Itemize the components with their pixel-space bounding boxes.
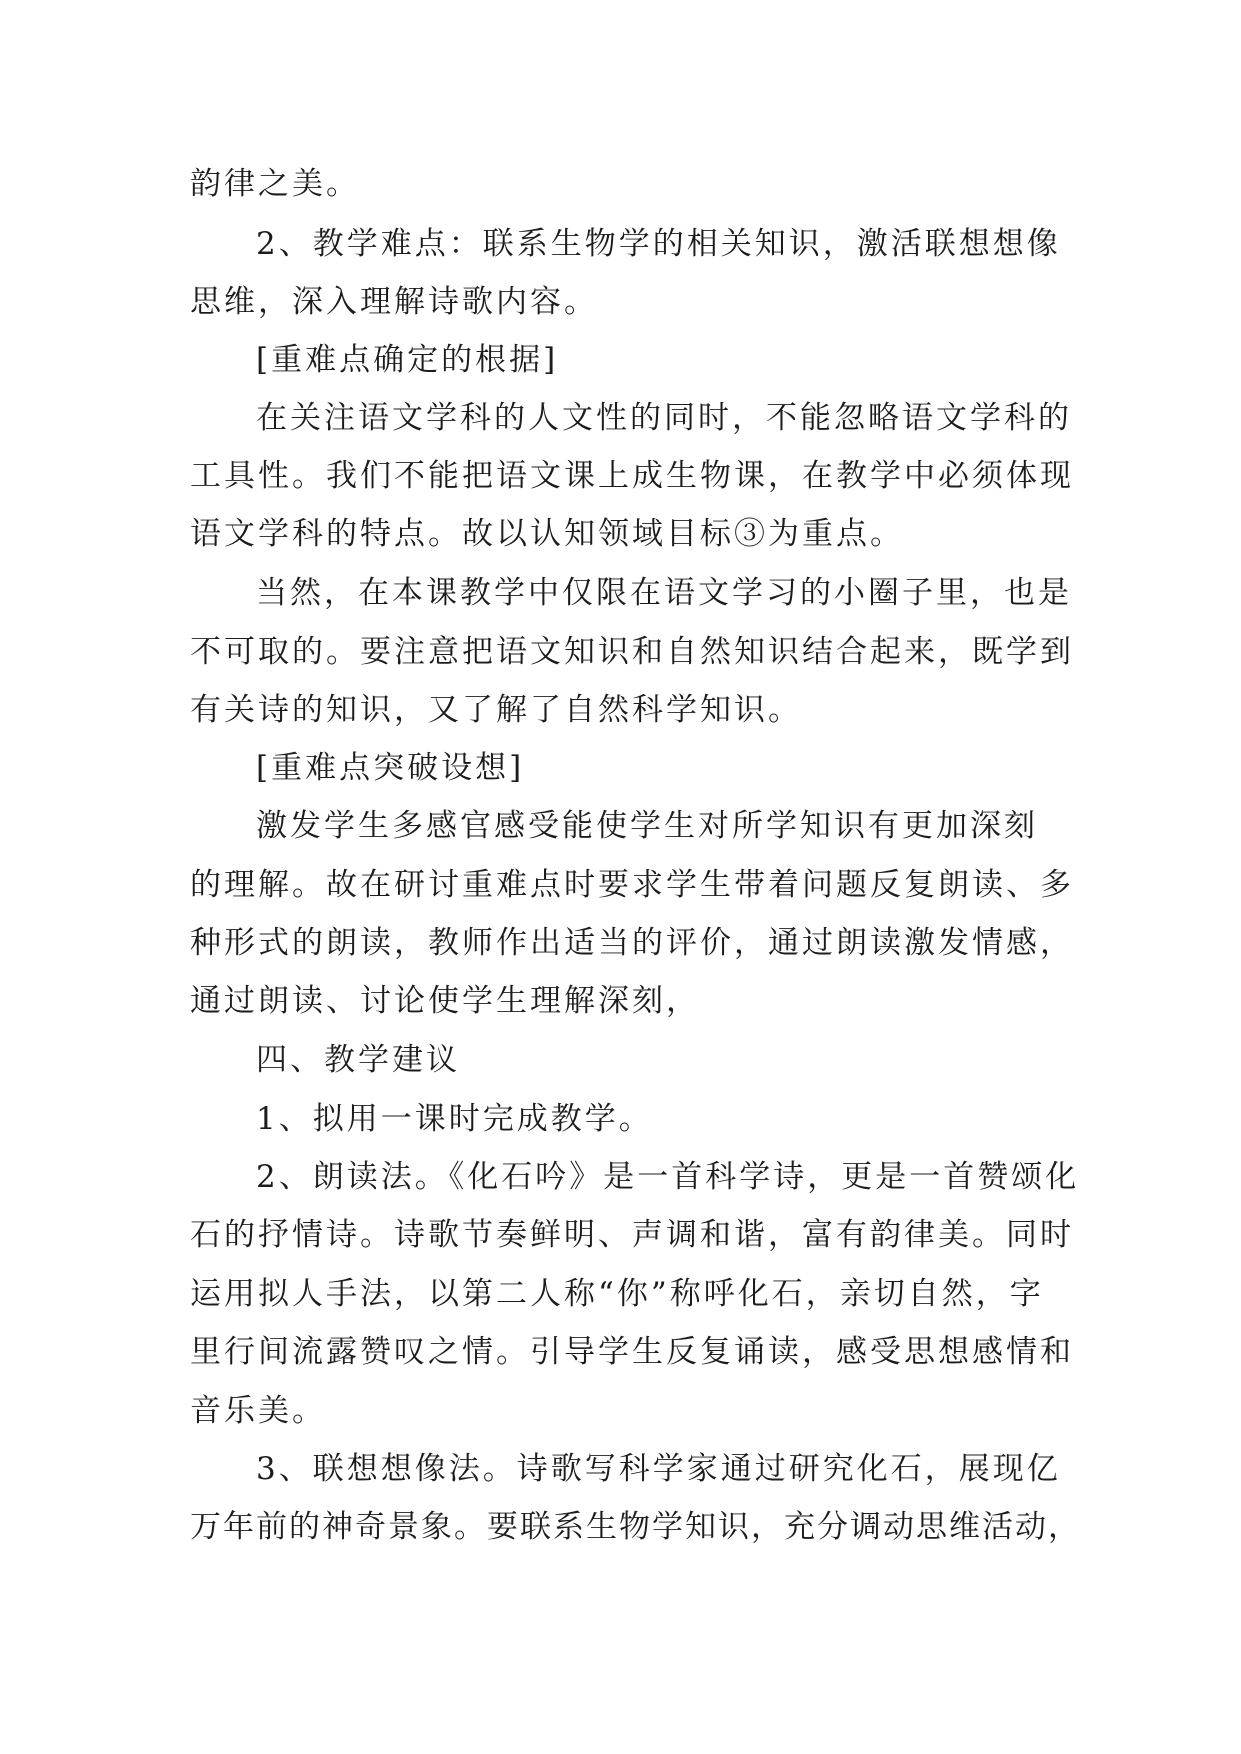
text-line: 石的抒情诗。诗歌节奏鲜明、声调和谐，富有韵律美。同时 bbox=[190, 1217, 1074, 1253]
text-line: 有关诗的知识，又了解了自然科学知识。 bbox=[190, 692, 802, 728]
text-line: 万年前的神奇景象。要联系生物学知识，充分调动思维活动， bbox=[190, 1509, 1081, 1545]
text-line: 激发学生多感官感受能使学生对所学知识有更加深刻 bbox=[256, 808, 1038, 844]
text-line: 语文学科的特点。故以认知领域目标③为重点。 bbox=[190, 516, 904, 552]
text-line: 通过朗读、讨论使学生理解深刻， bbox=[190, 983, 700, 1019]
text-line: 1、拟用一课时完成教学。 bbox=[256, 1101, 653, 1137]
text-line: 音乐美。 bbox=[190, 1393, 326, 1429]
text-line: 思维，深入理解诗歌内容。 bbox=[190, 284, 598, 320]
section-heading: [重难点突破设想] bbox=[256, 750, 525, 786]
text-line: 工具性。我们不能把语文课上成生物课，在教学中必须体现 bbox=[190, 458, 1074, 494]
text-line: 不可取的。要注意把语文知识和自然知识结合起来，既学到 bbox=[190, 634, 1074, 670]
section-heading: [重难点确定的根据] bbox=[256, 342, 559, 378]
text-line: 里行间流露赞叹之情。引导学生反复诵读，感受思想感情和 bbox=[190, 1334, 1074, 1370]
text-line: 运用拟人手法，以第二人称“你”称呼化石，亲切自然，字 bbox=[190, 1276, 1044, 1312]
text-line: 2、教学难点：联系生物学的相关知识，激活联想想像 bbox=[256, 226, 1061, 262]
text-line: 当然，在本课教学中仅限在语文学习的小圈子里，也是 bbox=[256, 575, 1072, 611]
text-line: 3、联想想像法。诗歌写科学家通过研究化石，展现亿 bbox=[256, 1451, 1061, 1487]
text-line: 2、朗读法。《化石吟》是一首科学诗，更是一首赞颂化 bbox=[256, 1159, 1080, 1195]
text-line: 种形式的朗读，教师作出适当的评价，通过朗读激发情感， bbox=[190, 925, 1074, 961]
text-line: 在关注语文学科的人文性的同时，不能忽略语文学科的 bbox=[256, 400, 1072, 436]
text-line: 的理解。故在研讨重难点时要求学生带着问题反复朗读、多 bbox=[190, 867, 1074, 903]
text-line: 韵律之美。 bbox=[190, 166, 360, 202]
section-heading: 四、教学建议 bbox=[256, 1042, 460, 1078]
